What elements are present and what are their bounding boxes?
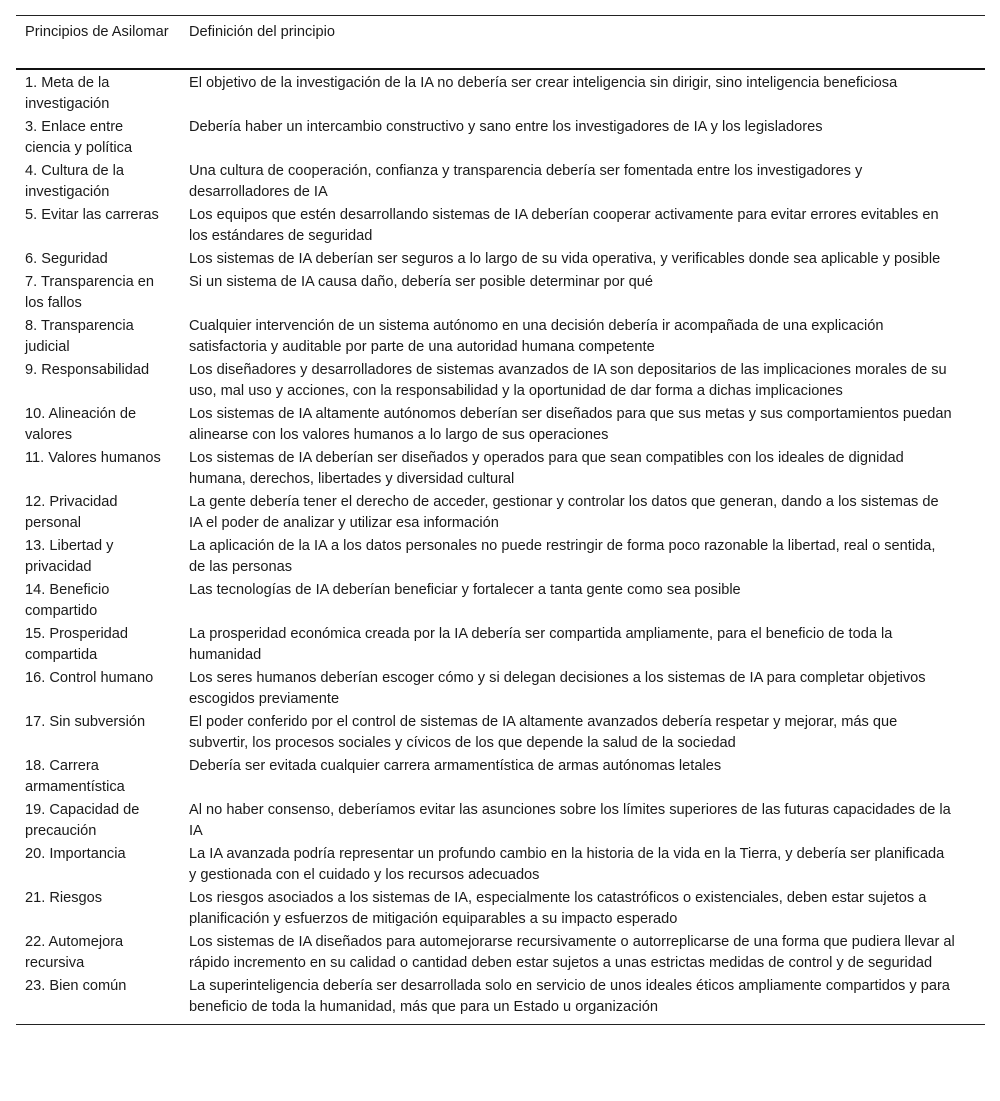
table-row	[16, 887, 985, 931]
principle-definition: Los sistemas de IA deberían ser seguros a lo largo de su vida operativa, y verificables donde sea aplicable y posible	[189, 251, 941, 267]
table-row	[16, 69, 985, 116]
principle-definition: Los riesgos asociados a los sistemas de IA, especialmente los catastróficos o existenciales, deben estar sujetos a planificación y esfuerzos de mitigación equiparables a su impacto esperado	[189, 890, 927, 927]
principle-definition: La superinteligencia debería ser desarrollada solo en servicio de unos ideales éticos ampliamente compartidos y para beneficio de toda la humanidad, más que para un Estado u organización	[189, 978, 950, 1015]
principle-definition: Los sistemas de IA altamente autónomos deberían ser diseñados para que sus metas y sus comportamientos puedan alinearse con los valores humanos a lo largo de sus operaciones	[189, 406, 952, 443]
principle-definition: Debería haber un intercambio constructivo y sano entre los investigadores de IA y los legisladores	[189, 119, 823, 135]
header-definition: Definición del principio	[189, 24, 336, 40]
principle-definition: El poder conferido por el control de sistemas de IA altamente avanzados debería respetar y mejorar, más que subvertir, los procesos sociales y cívicos de los que depende la salud de la sociedad	[189, 714, 898, 751]
table-row	[16, 248, 985, 271]
table-row	[16, 315, 985, 359]
principle-name: 22. Automejora recursiva	[25, 934, 124, 971]
principle-definition: Las tecnologías de IA deberían beneficiar y fortalecer a tanta gente como sea posible	[189, 582, 741, 598]
asilomar-principles-table	[16, 15, 985, 1025]
principle-name: 4. Cultura de la investigación	[25, 163, 124, 200]
principle-definition: Debería ser evitada cualquier carrera armamentística de armas autónomas letales	[189, 758, 722, 774]
principle-name: 15. Prosperidad compartida	[25, 626, 129, 663]
asilomar-principles-table-container	[16, 15, 985, 1025]
principle-name: 7. Transparencia en los fallos	[25, 274, 154, 311]
principle-definition: El objetivo de la investigación de la IA no debería ser crear inteligencia sin dirigir, sino inteligencia beneficiosa	[189, 75, 898, 91]
principle-definition: Al no haber consenso, deberíamos evitar las asunciones sobre los límites superiores de las futuras capacidades de la IA	[189, 802, 951, 839]
principle-definition: La aplicación de la IA a los datos personales no puede restringir de forma poco razonable la libertad, real o sentida, de las personas	[189, 538, 936, 575]
table-row	[16, 711, 985, 755]
principle-name: 19. Capacidad de precaución	[25, 802, 140, 839]
principle-name: 18. Carrera armamentística	[25, 758, 125, 795]
principle-name: 8. Transparencia judicial	[25, 318, 134, 355]
principle-name: 14. Beneficio compartido	[25, 582, 110, 619]
principle-name: 12. Privacidad personal	[25, 494, 118, 531]
principle-definition: La gente debería tener el derecho de acceder, gestionar y controlar los datos que generan, dando a los sistemas de IA el poder de analizar y utilizar esa información	[189, 494, 939, 531]
principle-name: 11. Valores humanos	[25, 450, 161, 466]
principle-name: 9. Responsabilidad	[25, 362, 150, 378]
table-row	[16, 160, 985, 204]
principle-definition: Los seres humanos deberían escoger cómo y si delegan decisiones a los sistemas de IA para completar objetivos escogidos previamente	[189, 670, 926, 707]
table-row	[16, 799, 985, 843]
table-row	[16, 843, 985, 887]
principle-definition: Los sistemas de IA diseñados para automejorarse recursivamente o autorreplicarse de una forma que pudiera llevar al rápido incremento en su calidad o cantidad deben estar sujetos a unas estrictas medidas de control y de seguridad	[189, 934, 955, 971]
principle-definition: La IA avanzada podría representar un profundo cambio en la historia de la vida en la Tierra, y debería ser planificada y gestionada con el cuidado y los recursos adecuados	[189, 846, 945, 883]
table-body	[16, 69, 985, 1025]
principle-name: 21. Riesgos	[25, 890, 103, 906]
table-row	[16, 359, 985, 403]
table-row	[16, 579, 985, 623]
principle-name: 16. Control humano	[25, 670, 154, 686]
principle-name: 6. Seguridad	[25, 251, 108, 267]
table-row	[16, 116, 985, 160]
table-row	[16, 667, 985, 711]
principle-name: 13. Libertad y privacidad	[25, 538, 114, 575]
principle-name: 20. Importancia	[25, 846, 126, 862]
table-header	[16, 16, 985, 70]
header-principle: Principios de Asilomar	[25, 24, 169, 40]
table-row	[16, 447, 985, 491]
table-row	[16, 403, 985, 447]
principle-definition: Los diseñadores y desarrolladores de sistemas avanzados de IA son depositarios de las implicaciones morales de su uso, mal uso y acciones, con la responsabilidad y la oportunidad de dar forma a dichas implicaciones	[189, 362, 947, 399]
principle-name: 3. Enlace entre ciencia y política	[25, 119, 133, 156]
table-row	[16, 271, 985, 315]
header-row	[16, 16, 985, 70]
table-row	[16, 623, 985, 667]
principle-definition: Si un sistema de IA causa daño, debería ser posible determinar por qué	[189, 274, 654, 290]
table-row	[16, 535, 985, 579]
principle-definition: Los equipos que estén desarrollando sistemas de IA deberían cooperar activamente para evitar errores evitables en los estándares de seguridad	[189, 207, 939, 244]
principle-name: 17. Sin subversión	[25, 714, 146, 730]
principle-name: 10. Alineación de valores	[25, 406, 137, 443]
principle-definition: La prosperidad económica creada por la IA debería ser compartida ampliamente, para el beneficio de toda la humanidad	[189, 626, 893, 663]
table-row	[16, 491, 985, 535]
table-row	[16, 931, 985, 975]
table-row	[16, 755, 985, 799]
principle-definition: Cualquier intervención de un sistema autónomo en una decisión debería ir acompañada de una explicación satisfactoria y auditable por parte de una autoridad humana competente	[189, 318, 884, 355]
principle-name: 5. Evitar las carreras	[25, 207, 159, 223]
principle-name: 23. Bien común	[25, 978, 127, 994]
principle-definition: Una cultura de cooperación, confianza y transparencia debería ser fomentada entre los investigadores y desarrolladores de IA	[189, 163, 863, 200]
principle-name: 1. Meta de la investigación	[25, 75, 110, 112]
principle-definition: Los sistemas de IA deberían ser diseñados y operados para que sean compatibles con los ideales de dignidad humana, derechos, libertades y diversidad cultural	[189, 450, 904, 487]
table-row	[16, 975, 985, 1025]
table-row	[16, 204, 985, 248]
